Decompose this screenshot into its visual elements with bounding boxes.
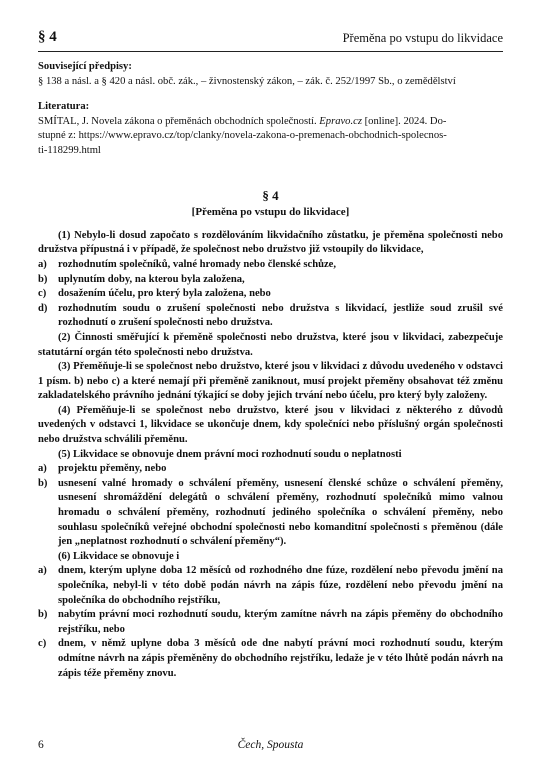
list-item: b) uplynutím doby, na kterou byla založena, [38, 273, 245, 285]
list-item: a) projektu přeměny, nebo [38, 463, 167, 475]
page-content [38, 60, 503, 681]
subsection-4: (4) Přeměňuje-li se společnost nebo družstvo, které jsou v likvidaci z některého z důvodů uvedených v odstavci 1, likvidace se ukončuje dnem, kdy společníci nebo příslušný orgán společnosti nebo družstva schválili přeměnu. [38, 404, 503, 446]
paragraph-heading: [Přeměna po vstupu do likvidace] [191, 206, 350, 219]
footer-authors: Čech, Spousta [237, 739, 304, 751]
subsection-6-intro: (6) Likvidace se obnovuje i [58, 550, 180, 562]
paragraph-number: § 4 [262, 187, 279, 203]
literature [38, 100, 503, 158]
list-item: a) rozhodnutím společníků, valné hromady nebo členské schůze, [38, 258, 337, 270]
list-item: d) rozhodnutím soudu o zrušení společnosti nebo družstva s likvidací, jestliže soud zrušil své rozhodnutí o zrušení společnosti nebo družstva. [38, 302, 503, 329]
literature-line-2: stupné z: https://www.epravo.cz/top/clanky/novela-zakona-o-premenach-obchodnich-spolecnos- [38, 130, 447, 142]
literature-label: Literatura: [38, 101, 90, 113]
subsection-3: (3) Přeměňuje-li se společnost nebo družstvo, které jsou v likvidaci z důvodu uvedeného v odstavci 1 písm. b) nebo c) a které nemají při přeměně zaniknout, musí projekt přeměny obsahovat též změnu zakladatelského právního jednání týkající se doby jejich trvání nebo účelu, pro který byly založeny. [38, 361, 503, 402]
list-item: b) usnesení valné hromady o schválení přeměny, usnesení členské schůze o schválení přeměny, usnesení shromáždění delegátů o schválení přeměny, rozhodnutí společníků mimo valnou hromadu o schválení přeměny, rozhodnutí jediného společníka o schválení přeměny, nebo souhlasu společníků veřejné obchodní společnosti nebo komanditní společnosti s přeměnou (dále jen „neplatnost rozhodnutí o schválení přeměny“). [38, 477, 503, 548]
related-regulations-text: § 138 a násl. a § 420 a násl. obč. zák., – živnostenský zákon, – zák. č. 252/1997 Sb., o zemědělství [38, 75, 456, 87]
header-title: Přeměna po vstupu do likvidace [342, 31, 503, 45]
list-item: a) dnem, kterým uplyne doba 12 měsíců od rozhodného dne fúze, rozdělení nebo převodu jmění na společníka, nebyl-li v této době podán návrh na zápis fúze, rozdělení nebo převodu jmění na společníka do obchodního rejstříku, [38, 565, 503, 606]
subsection-1-intro: (1) Nebylo-li dosud započato s rozdělováním likvidačního zůstatku, je přeměna společnosti nebo družstva přípustná i v případě, že společnost nebo družstvo již vstoupily do likvidace, [38, 229, 503, 256]
list-item: b) nabytím právní moci rozhodnutí soudu, kterým zamítne návrh na zápis přeměny do obchodního rejstříku, nebo [38, 609, 503, 635]
literature-line-1: SMÍTAL, J. Novela zákona o přeměnách obchodních společností. Epravo.cz [online]. 2024. Do- [38, 115, 447, 127]
literature-line-3: ti-118299.html [38, 144, 101, 156]
header-section-number: § 4 [38, 29, 57, 45]
list-item: c) dnem, v němž uplyne doba 3 měsíců ode dne nabytí právní moci rozhodnutí soudu, kterým odmítne návrh na zápis přeměněny do obchodního rejstříku, ledaže je v této lhůtě podán návrh na zápis téže přeměny znovu. [38, 638, 503, 679]
paragraph-body [38, 229, 503, 681]
list-item: c) dosažením účelu, pro který byla založena, nebo [38, 288, 271, 300]
subsection-5-intro: (5) Likvidace se obnovuje dnem právní moci rozhodnutí soudu o neplatnosti [58, 448, 402, 460]
page-number: 6 [38, 739, 44, 751]
subsection-2: (2) Činnosti směřující k přeměně společnosti nebo družstva, které jsou v likvidaci, zabezpečuje statutární orgán této společnosti nebo družstva. [38, 331, 503, 358]
running-header [38, 29, 503, 52]
related-regulations [38, 60, 503, 89]
related-regulations-label: Související předpisy: [38, 61, 132, 72]
